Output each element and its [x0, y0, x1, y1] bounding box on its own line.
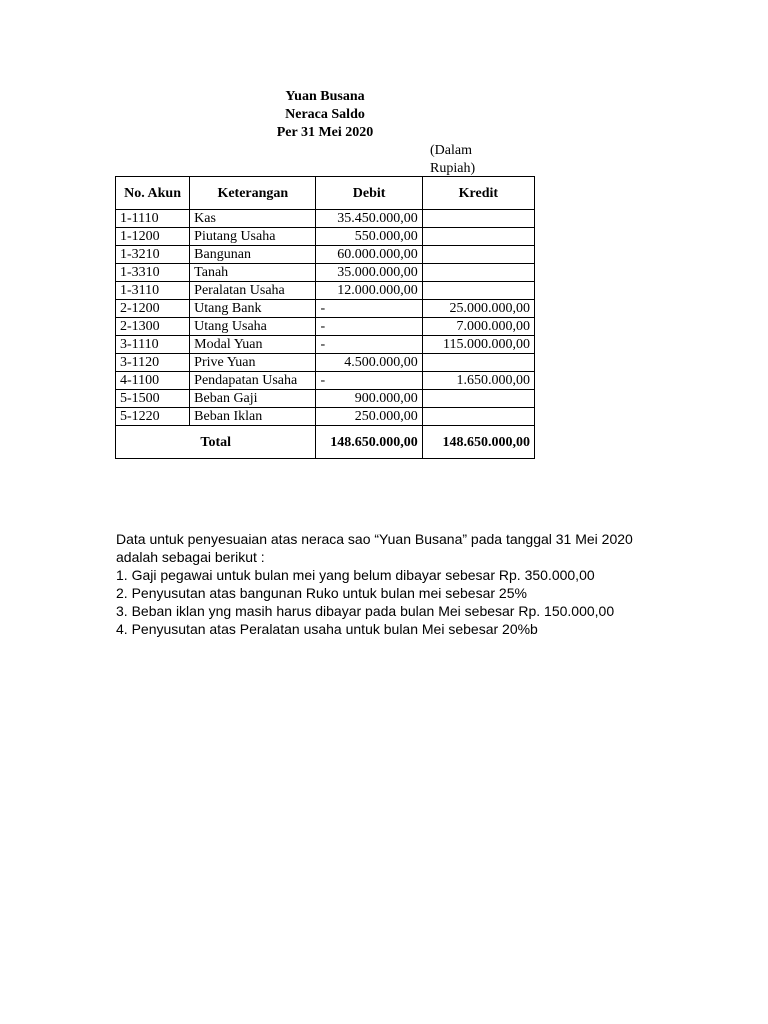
note-item: 1. Gaji pegawai untuk bulan mei yang belum dibayar sebesar Rp. 350.000,00	[116, 567, 595, 583]
note-item: 4. Penyusutan atas Peralatan usaha untuk bulan Mei sebesar 20%b	[116, 621, 538, 637]
cell-keterangan: Peralatan Usaha	[190, 282, 316, 300]
cell-no-akun: 1-1200	[116, 228, 190, 246]
cell-no-akun: 2-1200	[116, 300, 190, 318]
cell-debit: -	[316, 318, 422, 336]
cell-debit: -	[316, 336, 422, 354]
cell-debit: 250.000,00	[316, 408, 422, 426]
cell-kredit	[422, 246, 534, 264]
table-row	[116, 228, 535, 246]
cell-keterangan: Pendapatan Usaha	[190, 372, 316, 390]
cell-kredit: 1.650.000,00	[422, 372, 534, 390]
currency-unit-note	[430, 142, 520, 178]
cell-kredit: 7.000.000,00	[422, 318, 534, 336]
total-debit: 148.650.000,00	[316, 426, 422, 459]
notes-intro: Data untuk penyesuaian atas neraca sao “Yuan Busana” pada tanggal 31 Mei 2020 adalah sebagai berikut :	[116, 531, 633, 565]
unit-line-2: Rupiah)	[430, 161, 476, 176]
col-header-keterangan: Keterangan	[190, 177, 316, 210]
cell-kredit: 115.000.000,00	[422, 336, 534, 354]
note-item: 2. Penyusutan atas bangunan Ruko untuk bulan mei sebesar 25%	[116, 585, 527, 601]
cell-keterangan: Utang Usaha	[190, 318, 316, 336]
total-kredit: 148.650.000,00	[422, 426, 534, 459]
trial-balance-table	[115, 176, 535, 459]
cell-no-akun: 3-1120	[116, 354, 190, 372]
cell-debit: 35.000.000,00	[316, 264, 422, 282]
cell-keterangan: Kas	[190, 210, 316, 228]
cell-kredit: 25.000.000,00	[422, 300, 534, 318]
cell-no-akun: 2-1300	[116, 318, 190, 336]
adjustment-notes	[116, 530, 656, 638]
table-body	[116, 210, 535, 426]
report-name: Neraca Saldo	[285, 107, 365, 122]
table-row	[116, 408, 535, 426]
cell-no-akun: 5-1500	[116, 390, 190, 408]
total-row	[116, 426, 535, 459]
total-label: Total	[116, 426, 316, 459]
cell-kredit	[422, 354, 534, 372]
note-item: 3. Beban iklan yng masih harus dibayar pada bulan Mei sebesar Rp. 150.000,00	[116, 603, 615, 619]
cell-debit: 900.000,00	[316, 390, 422, 408]
table-row	[116, 210, 535, 228]
cell-keterangan: Tanah	[190, 264, 316, 282]
cell-kredit	[422, 210, 534, 228]
table-row	[116, 372, 535, 390]
company-name: Yuan Busana	[285, 89, 365, 104]
cell-kredit	[422, 408, 534, 426]
cell-kredit	[422, 390, 534, 408]
cell-debit: -	[316, 300, 422, 318]
cell-keterangan: Prive Yuan	[190, 354, 316, 372]
cell-no-akun: 1-1110	[116, 210, 190, 228]
cell-kredit	[422, 282, 534, 300]
report-date: Per 31 Mei 2020	[276, 125, 374, 140]
cell-keterangan: Piutang Usaha	[190, 228, 316, 246]
table-row	[116, 300, 535, 318]
unit-line-1: (Dalam	[430, 143, 472, 158]
cell-no-akun: 1-3310	[116, 264, 190, 282]
cell-debit: 35.450.000,00	[316, 210, 422, 228]
cell-kredit	[422, 228, 534, 246]
col-header-no-akun: No. Akun	[116, 177, 190, 210]
cell-no-akun: 4-1100	[116, 372, 190, 390]
table-header-row	[116, 177, 535, 210]
cell-debit: -	[316, 372, 422, 390]
table-row	[116, 336, 535, 354]
col-header-debit: Debit	[316, 177, 422, 210]
table-row	[116, 264, 535, 282]
cell-no-akun: 5-1220	[116, 408, 190, 426]
table-row	[116, 390, 535, 408]
cell-kredit	[422, 264, 534, 282]
cell-debit: 4.500.000,00	[316, 354, 422, 372]
table-row	[116, 282, 535, 300]
cell-debit: 60.000.000,00	[316, 246, 422, 264]
cell-keterangan: Beban Gaji	[190, 390, 316, 408]
cell-keterangan: Bangunan	[190, 246, 316, 264]
cell-debit: 12.000.000,00	[316, 282, 422, 300]
cell-debit: 550.000,00	[316, 228, 422, 246]
cell-no-akun: 1-3110	[116, 282, 190, 300]
table-row	[116, 318, 535, 336]
cell-no-akun: 1-3210	[116, 246, 190, 264]
table-row	[116, 246, 535, 264]
table-row	[116, 354, 535, 372]
col-header-kredit: Kredit	[422, 177, 534, 210]
cell-keterangan: Modal Yuan	[190, 336, 316, 354]
cell-keterangan: Utang Bank	[190, 300, 316, 318]
cell-keterangan: Beban Iklan	[190, 408, 316, 426]
cell-no-akun: 3-1110	[116, 336, 190, 354]
report-title-block	[200, 88, 450, 142]
